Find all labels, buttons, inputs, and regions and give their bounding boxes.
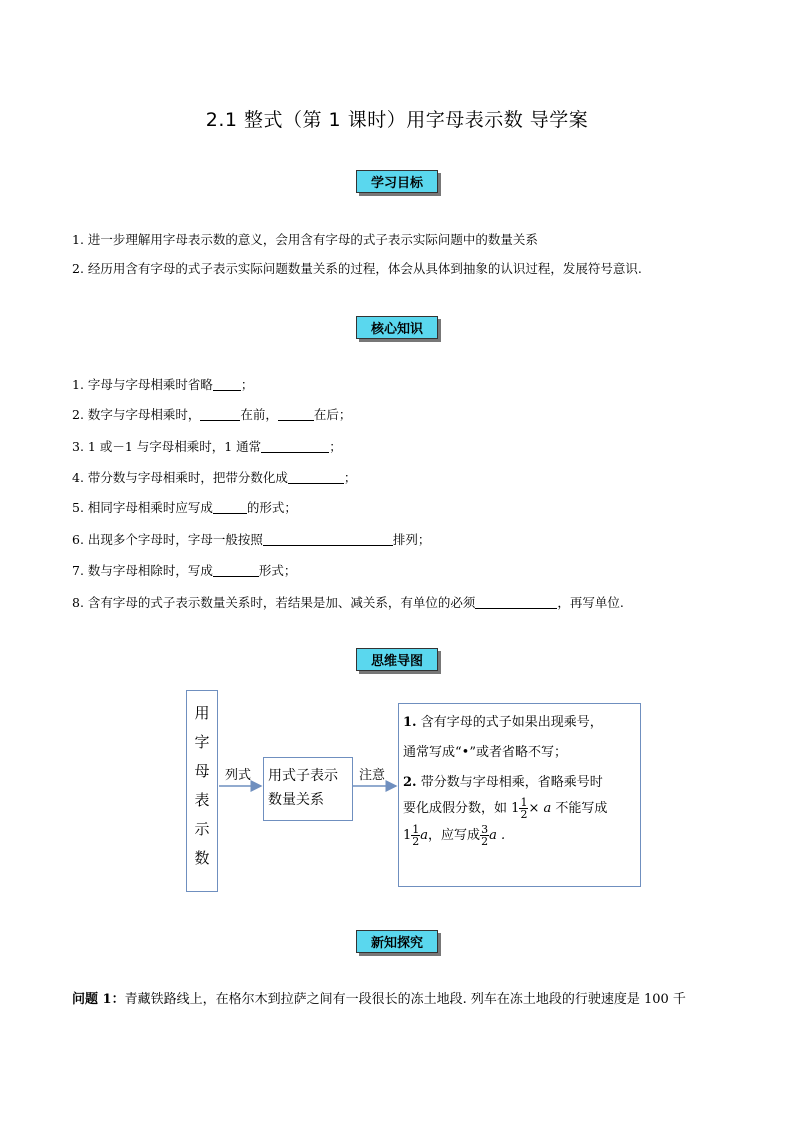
question-label: 问题 1：: [72, 992, 125, 1007]
goal-item-1: 1. 进一步理解用字母表示数的意义，会用含有字母的式子表示实际问题中的数量关系: [72, 232, 538, 247]
knowledge-item-5: 5. 相同字母相乘时应写成 的形式；: [72, 500, 297, 515]
knowledge-item-3: 3. 1 或－1 与字母相乘时，1 通常 ；: [72, 439, 342, 454]
knowledge-item-4: 4. 带分数与字母相乘时，把带分数化成 ；: [72, 470, 357, 485]
note-1b: 通常写成“•”或者省略不写；: [403, 745, 567, 760]
fraction: $\frac{3}{2}$: [481, 823, 489, 848]
question-text: 青藏铁路线上，在格尔木到拉萨之间有一段很长的冻土地段. 列车在冻土地段的行驶速度是 100 千: [124, 992, 686, 1007]
knowledge-item-7: 7. 数与字母相除时，写成 形式；: [72, 563, 297, 578]
knowledge-item-1: 1. 字母与字母相乘时省略 ；: [72, 377, 254, 392]
note-1: 1. 含有字母的式子如果出现乘号，: [403, 715, 603, 730]
knowledge-item-6: 6. 出现多个字母时，字母一般按照 排列；: [72, 532, 431, 547]
question-1: [72, 988, 686, 1007]
section-label: 新知探究: [356, 930, 438, 953]
fraction: $\frac{1}{2}$: [412, 823, 420, 848]
arrow-label-1: 列式: [225, 768, 252, 783]
goal-item-2: 2. 经历用含有字母的式子表示实际问题数量关系的过程，体会从具体到抽象的认识过程，发展符号意识.: [72, 261, 642, 276]
note-2c: 1 $\frac{1}{2}$ a，应写成 $\frac{3}{2}$ a .: [403, 823, 506, 848]
fraction: $\frac{1}{2}$: [520, 796, 528, 821]
section-label: 学习目标: [356, 170, 438, 193]
mindmap-root-box: 用 字 母 表 示 数: [186, 690, 218, 892]
section-label: 核心知识: [356, 316, 438, 339]
mindmap-notes-box: [398, 703, 641, 887]
section-label: 思维导图: [356, 648, 438, 671]
section-header-explore: [0, 930, 794, 953]
note-2b: 要化成假分数，如 1 $\frac{1}{2}$ × a 不能写成: [403, 796, 608, 821]
arrow-label-2: 注意: [359, 768, 386, 783]
page-title: 2.1 整式（第 1 课时）用字母表示数 导学案: [205, 109, 589, 131]
knowledge-item-2: 2. 数字与字母相乘时， 在前， 在后；: [72, 407, 352, 422]
note-2: 2. 带分数与字母相乘，省略乘号时: [403, 775, 603, 790]
mindmap-middle-box: 用式子表示数量关系: [263, 757, 353, 821]
knowledge-item-8: 8. 含有字母的式子表示数量关系时，若结果是加、减关系，有单位的必须 ，再写单位.: [72, 595, 624, 610]
